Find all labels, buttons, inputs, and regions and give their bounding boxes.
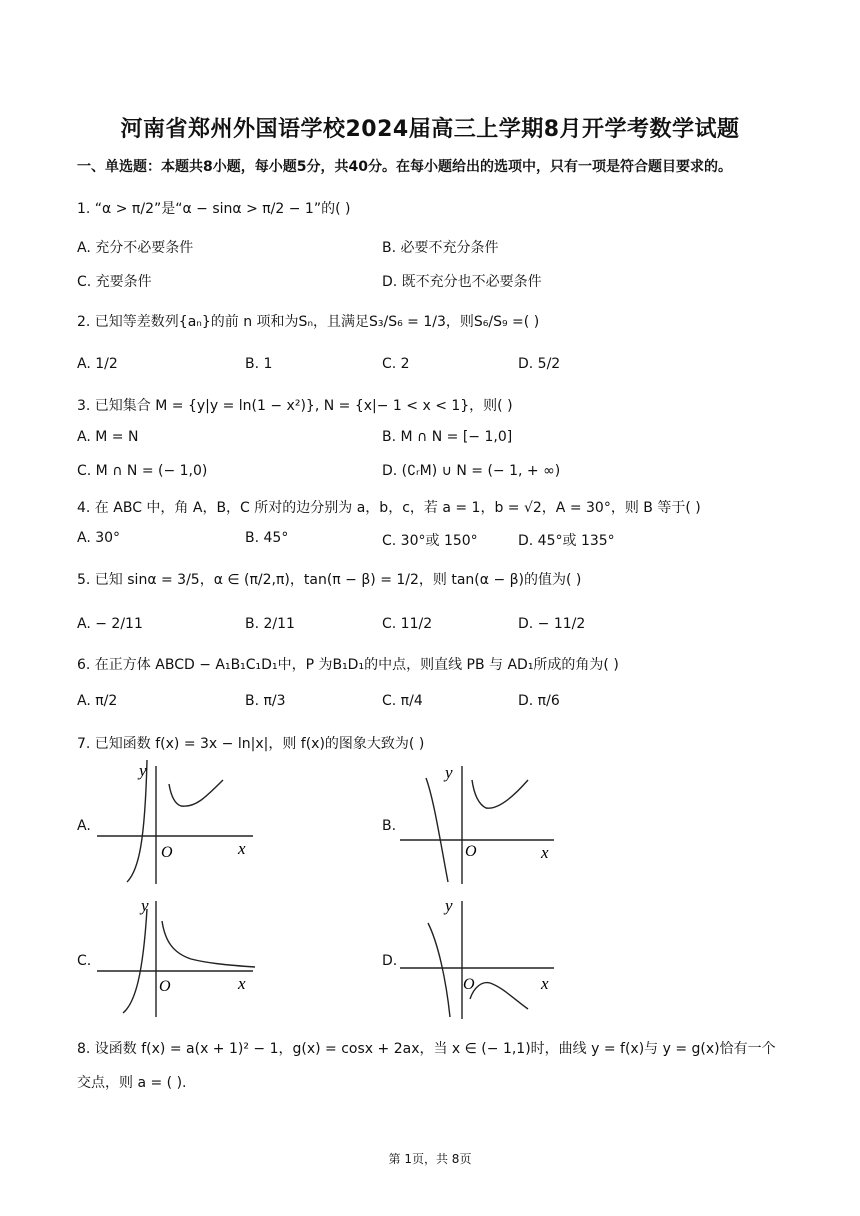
q4-option-c: C. 30°或 150° bbox=[382, 533, 478, 549]
question-5: 5. 已知 sinα = 3/5，α ∈ (π/2,π)，tan(π − β) = 1/2，则 tan(α − β)的值为( ) bbox=[77, 572, 582, 588]
q7-option-b: B. bbox=[382, 818, 397, 834]
q3-option-d: D. (∁ᵣM) ∪ N = (− 1, + ∞) bbox=[382, 463, 561, 479]
q4-option-a: A. 30° bbox=[77, 530, 121, 546]
graph-b-origin-label: O bbox=[465, 843, 477, 860]
graph-c-origin-label: O bbox=[159, 978, 171, 995]
q6-option-d: D. π/6 bbox=[518, 693, 560, 709]
q6-option-b: B. π/3 bbox=[245, 693, 286, 709]
graph-a-y-label: y bbox=[139, 761, 147, 780]
graph-b-y-label: y bbox=[445, 763, 453, 782]
q1-option-a: A. 充分不必要条件 bbox=[77, 240, 194, 256]
q7-option-c: C. bbox=[77, 953, 92, 969]
question-8-continued: 交点，则 a = ( ). bbox=[77, 1075, 187, 1091]
graph-c-x-label: x bbox=[238, 974, 246, 993]
question-2: 2. 已知等差数列{aₙ}的前 n 项和为Sₙ，且满足S₃/S₆ = 1/3，则S₆/S₉ =( ) bbox=[77, 314, 540, 330]
graph-c-y-label: y bbox=[141, 896, 149, 915]
q1-option-d: D. 既不充分也不必要条件 bbox=[382, 274, 542, 290]
q2-option-a: A. 1/2 bbox=[77, 356, 118, 372]
q3-option-b: B. M ∩ N = [− 1,0] bbox=[382, 429, 513, 445]
graph-b-x-label: x bbox=[541, 843, 549, 862]
question-6: 6. 在正方体 ABCD − A₁B₁C₁D₁中，P 为B₁D₁的中点，则直线 PB 与 AD₁所成的角为( ) bbox=[77, 657, 619, 673]
q7-option-a: A. bbox=[77, 818, 91, 834]
graph-c bbox=[95, 895, 260, 1020]
question-8: 8. 设函数 f(x) = a(x + 1)² − 1，g(x) = cosx + 2ax，当 x ∈ (− 1,1)时，曲线 y = f(x)与 y = g(x)恰有一个 bbox=[77, 1041, 776, 1057]
q5-option-a: A. − 2/11 bbox=[77, 616, 143, 632]
graph-d-x-label: x bbox=[541, 974, 549, 993]
q5-option-d: D. − 11/2 bbox=[518, 616, 586, 632]
graph-d bbox=[398, 895, 563, 1020]
q5-option-b: B. 2/11 bbox=[245, 616, 295, 632]
q1-option-c: C. 充要条件 bbox=[77, 274, 152, 290]
q5-option-c: C. 11/2 bbox=[382, 616, 433, 632]
q2-option-d: D. 5/2 bbox=[518, 356, 561, 372]
question-7: 7. 已知函数 f(x) = 3x − ln|x|，则 f(x)的图象大致为( ) bbox=[77, 736, 425, 752]
page-footer: 第 1页，共 8页 bbox=[388, 1152, 472, 1166]
q2-option-c: C. 2 bbox=[382, 356, 410, 372]
graph-a-x-label: x bbox=[238, 839, 246, 858]
q1-option-b: B. 必要不充分条件 bbox=[382, 240, 499, 256]
q6-option-a: A. π/2 bbox=[77, 693, 118, 709]
page-title: 河南省郑州外国语学校2024届高三上学期8月开学考数学试题 bbox=[120, 117, 740, 142]
question-3: 3. 已知集合 M = {y|y = ln(1 − x²)}, N = {x|− 1 < x < 1}，则( ) bbox=[77, 398, 513, 414]
graph-d-origin-label: O bbox=[463, 976, 475, 993]
q2-option-b: B. 1 bbox=[245, 356, 273, 372]
section-heading: 一、单选题：本题共8小题，每小题5分，共40分。在每小题给出的选项中，只有一项是符合题目要求的。 bbox=[77, 159, 732, 175]
question-4: 4. 在 ABC 中，角 A，B，C 所对的边分别为 a，b，c，若 a = 1，b = √2，A = 30°，则 B 等于( ) bbox=[77, 500, 701, 516]
graph-a bbox=[95, 760, 260, 885]
q3-option-a: A. M = N bbox=[77, 429, 139, 445]
q3-option-c: C. M ∩ N = (− 1,0) bbox=[77, 463, 208, 479]
question-1: 1. “α > π/2”是“α − sinα > π/2 − 1”的( ) bbox=[77, 201, 351, 217]
graph-d-y-label: y bbox=[445, 896, 453, 915]
q6-option-c: C. π/4 bbox=[382, 693, 423, 709]
q7-option-d: D. bbox=[382, 953, 398, 969]
q4-option-d: D. 45°或 135° bbox=[518, 533, 615, 549]
graph-a-origin-label: O bbox=[161, 844, 173, 861]
q4-option-b: B. 45° bbox=[245, 530, 289, 546]
graph-b bbox=[398, 760, 563, 885]
